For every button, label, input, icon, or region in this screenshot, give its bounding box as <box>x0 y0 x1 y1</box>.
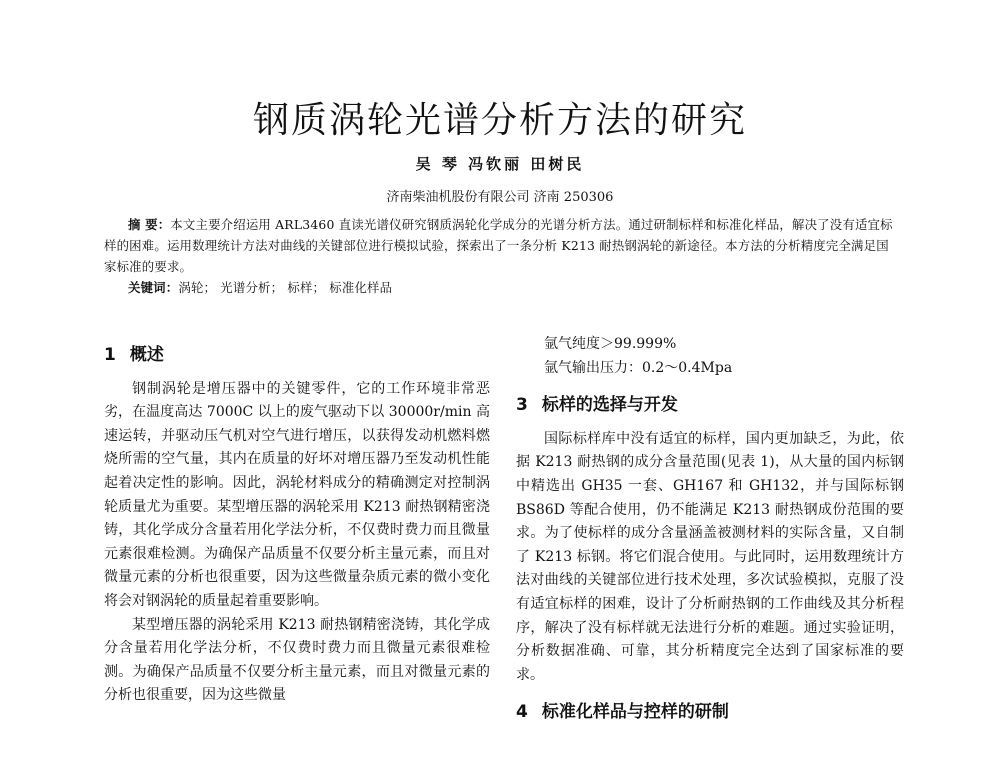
section-number: 4 <box>516 702 528 723</box>
body-paragraph: 国际标样库中没有适宜的标样，国内更加缺乏，为此，依据 K213 耐热钢的成分含量范围(见表 1)，从大量的国内标钢中精选出 GH35 一套、GH167 和 GH132，并与国际标钢 BS86D 等配合使用，仍不能满足 K213 耐热钢成份范围的要求。为了使标样的成分含量涵盖被测材料的实际含量，又自制了 K213 标钢。将它们混合使用。与此同时，运用数理统计方法对曲线的关键部位进行技术处理，多次试验模拟，克服了没有适宜标样的困难，设计了分析耐热钢的工作曲线及其分析程序，解决了没有标样就无法进行分析的难题。通过实验证明，分析数据准确、可靠，其分析精度完全达到了国家标准的要求。 <box>516 430 904 683</box>
section-number: 3 <box>516 395 528 416</box>
keywords-line <box>104 277 894 298</box>
abstract-text: 本文主要介绍运用 ARL3460 直读光谱仪研究钢质涡轮化学成分的光谱分析方法。通过研制标样和标准化样品，解决了没有适宜标样的困难。运用数理统计方法对曲线的关键部位进行模拟试验，探索出了一条分析 K213 耐热钢涡轮的新途径。本方法的分析精度完全满足国家标准的要求。 <box>104 217 893 274</box>
right-column <box>516 333 904 735</box>
keywords-label: 关键词： <box>128 280 179 295</box>
paper-affiliation: 济南柴油机股份有限公司 济南 250306 <box>386 190 614 205</box>
section-title: 标样的选择与开发 <box>541 395 678 416</box>
paper-title: 钢质涡轮光谱分析方法的研究 <box>252 100 747 141</box>
gas-purity-line: 氩气纯度＞99.999% <box>544 336 677 352</box>
keywords-text: 涡轮； 光谱分析； 标样； 标准化样品 <box>178 280 393 295</box>
gas-pressure-line: 氩气输出压力：0.2～0.4Mpa <box>544 359 733 376</box>
section-4-heading <box>516 701 904 725</box>
section-1-heading <box>104 344 490 368</box>
paper-authors: 吴 琴 冯钦丽 田树民 <box>415 155 585 173</box>
section-number: 1 <box>104 345 116 365</box>
abstract-paragraph <box>104 214 894 277</box>
section-3-heading <box>516 394 904 418</box>
section-title: 概述 <box>129 345 164 365</box>
body-paragraph: 某型增压器的涡轮采用 K213 耐热钢精密浇铸，其化学成分含量若用化学法分析，不仅费时费力而且微量元素很难检测。为确保产品质量不仅要分析主量元素，而且对微量元素的分析也很重要，因为这些微量 <box>104 616 490 704</box>
abstract-label: 摘 要： <box>128 217 171 232</box>
abstract-block <box>104 214 894 298</box>
left-column <box>104 330 490 708</box>
section-title: 标准化样品与控样的研制 <box>541 702 729 723</box>
body-paragraph: 钢制涡轮是增压器中的关键零件，它的工作环境非常恶劣，在温度高达 7000C 以上的废气驱动下以 30000r/min 高速运转，并驱动压气机对空气进行增压，以获得发动机燃料燃烧所需的空气量，其内在质量的好坏对增压器乃至发动机性能起着决定性的影响。因此，涡轮材料成分的精确测定对控制涡轮质量尤为重要。某型增压器的涡轮采用 K213 耐热钢精密浇铸，其化学成分含量若用化学法分析，不仅费时费力而且微量元素很难检测。为确保产品质量不仅要分析主量元素，而且对微量元素的分析也很重要，因为这些微量杂质元素的微小变化将会对钢涡轮的质量起着重要影响。 <box>104 380 490 609</box>
